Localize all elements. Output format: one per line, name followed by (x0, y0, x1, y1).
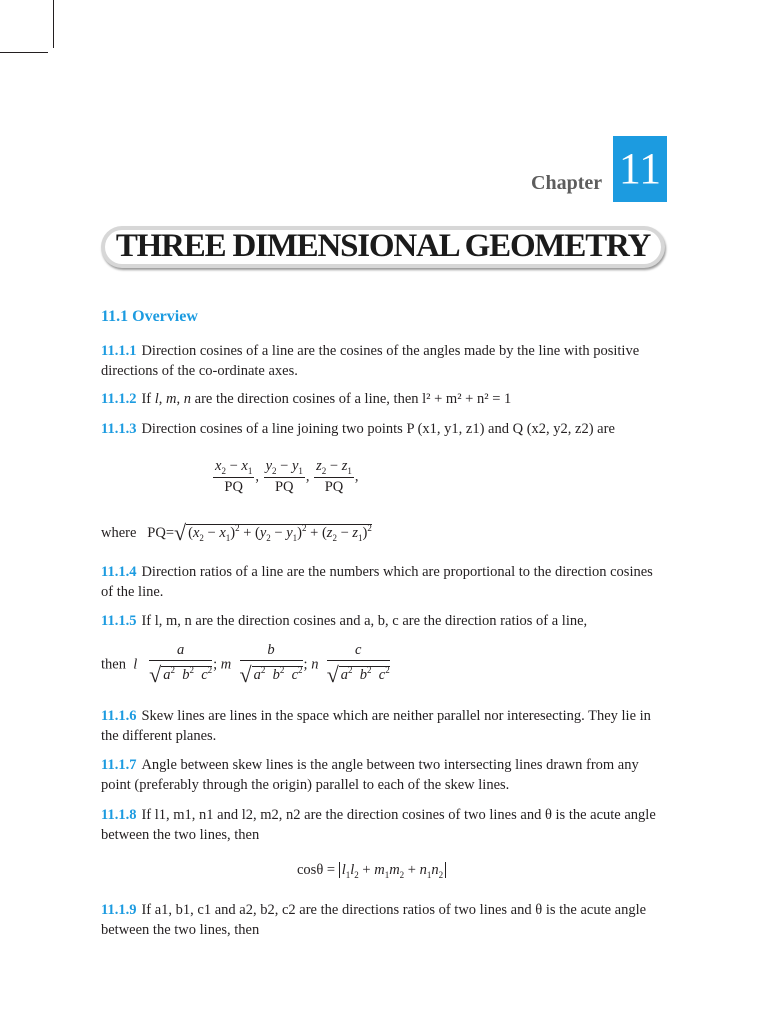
item-text: Direction ratios of a line are the numbers which are proportional to the direction cosines of the line. (101, 564, 653, 600)
item-number: 11.1.8 (101, 807, 137, 823)
identity-equation: l² + m² + n² = 1 (422, 391, 512, 407)
item-number: 11.1.6 (101, 708, 137, 724)
item-11-1-5 (101, 611, 668, 631)
item-11-1-1 (101, 341, 668, 381)
item-text: Direction cosines of a line are the cosines of the angles made by the line with positive directions of the co-ordinate axes. (101, 343, 640, 379)
cos-theta-formula: $\cos\theta = l_1l_2 + m_1m_2 + n_1n_2$ (297, 862, 446, 880)
direction-cosine-ratio-formula: then l $\frac{a}{√ a^2 b^2 c^2}$ ; m $\frac{b}{√ a^2 b^2 c^2}$ ; n $\frac{c}{√ a^2 b^2 c^2}$ (101, 642, 390, 687)
item-text: If l1, m1, n1 and l2, m2, n2 are the direction cosines of two lines and θ is the acute angle between the two lines, then (101, 807, 656, 843)
chapter-label: Chapter (531, 172, 603, 194)
item-number: 11.1.9 (101, 902, 137, 918)
item-11-1-6 (101, 706, 668, 746)
direction-cosines-formula: $\frac{x_2 - x_1}{PQ}$ , $\frac{y_2 - y_1}{PQ}$ , $\frac{z_2 - z_1}{PQ}$ , (215, 458, 359, 495)
item-number: 11.1.5 (101, 613, 137, 629)
item-number: 11.1.2 (101, 391, 137, 407)
item-number: 11.1.3 (101, 421, 137, 437)
item-number: 11.1.1 (101, 343, 137, 359)
item-11-1-7 (101, 755, 668, 795)
item-11-1-9 (101, 900, 668, 940)
item-11-1-4 (101, 562, 668, 602)
item-text: Angle between skew lines is the angle between two intersecting lines drawn from any point (preferably through the origin) parallel to each of the skew lines. (101, 757, 639, 793)
item-number: 11.1.4 (101, 564, 137, 580)
item-number: 11.1.7 (101, 757, 137, 773)
item-text: If l, m, n are the direction cosines and a, b, c are the direction ratios of a line, (141, 613, 588, 629)
item-text: Skew lines are lines in the space which are neither parallel nor interesecting. They lie in the different planes. (101, 708, 651, 744)
chapter-number-badge: 11 (613, 136, 667, 202)
item-11-1-8 (101, 805, 668, 845)
section-heading: 11.1 Overview (101, 308, 198, 325)
item-11-1-2: 11.1.2 If l, m, n are the direction cosines of a line, then l² + m² + n² = 1 (101, 391, 512, 407)
chapter-title: THREE DIMENSIONAL GEOMETRY (115, 228, 651, 264)
item-text: Direction cosines of a line joining two points P (x1, y1, z1) and Q (x2, y2, z2) are (141, 421, 615, 437)
item-text: If a1, b1, c1 and a2, b2, c2 are the directions ratios of two lines and θ is the acute angle between the two lines, then (101, 902, 647, 938)
item-11-1-3 (101, 419, 668, 439)
crop-mark-vertical (53, 0, 54, 48)
pq-distance-formula: where PQ=√ $(x_2 - x_1)^2 + (y_2 - y_1)^2 + (z_2 - z_1)^2$ (101, 520, 372, 545)
crop-mark-horizontal (0, 52, 48, 53)
